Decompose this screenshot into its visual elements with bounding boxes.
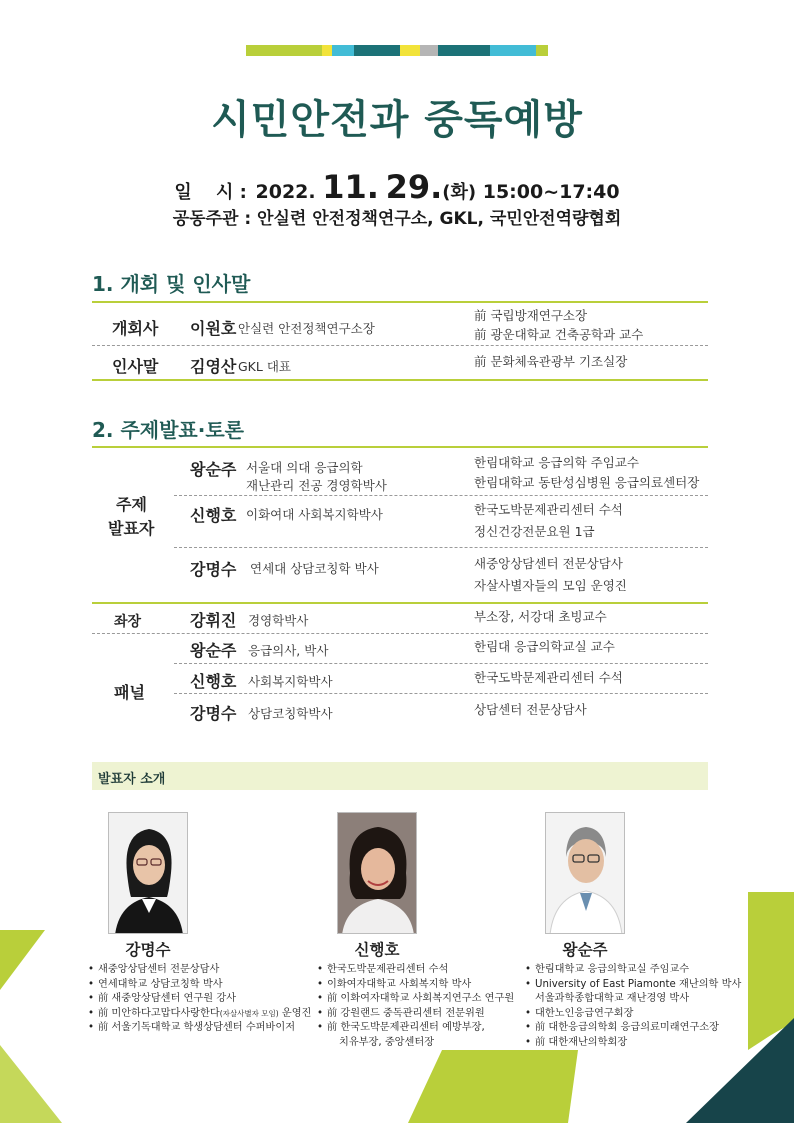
presenter-affiliation: 연세대 상담코칭학 박사 [250,561,379,576]
bio-text: 서울과학종합대학교 재난경영 박사 [535,993,690,1004]
row-divider [174,547,708,548]
bio-item: • 대한노인응급연구회장 [525,1007,741,1022]
presenter-affiliation: 재난관리 전공 경영학박사 [246,478,387,493]
panel-affiliation: 상담코칭학박사 [248,706,333,721]
date-day: 29. [385,168,443,206]
section-divider [92,379,708,381]
panel-name: 강명수 [190,704,237,723]
bio-item: • University of East Piamonte 재난의학 박사 [525,978,741,993]
bio-text: 운영진 [278,1007,312,1019]
row-divider [92,345,708,346]
event-date [0,168,794,206]
presenter-note: 한림대학교 응급의학 주임교수 [474,455,639,470]
panel-affiliation: 사회복지학박사 [248,674,333,689]
bio-item: • 前 이화여자대학교 사회복지연구소 연구원 [317,992,514,1007]
chair-note: 부소장, 서강대 초빙교수 [474,609,607,624]
presenter-note: 한국도박문제관리센터 수석 [474,502,623,517]
presenter-note: 정신건강전문요원 1급 [474,524,595,539]
date-month: 11. [322,168,379,206]
panel-note: 한국도박문제관리센터 수석 [474,670,623,685]
presenter-note: 자살사별자들의 모임 운영진 [474,578,627,593]
intro-heading-bar [92,762,708,790]
left-light-triangle [0,1005,70,1123]
speaker-affiliation: GKL 대표 [238,359,291,374]
intro-heading: 발표자 소개 [98,772,166,787]
presenter-affiliation: 이화여대 사회복지학박사 [246,507,383,522]
bio-text-small: (자살사별자 모임) [219,1008,279,1018]
strip-segment [420,45,438,56]
chair-affiliation: 경영학박사 [248,613,309,628]
section-divider [92,446,708,448]
presenter-name: 신행호 [190,506,237,525]
row-role: 개회사 [112,319,159,338]
panel-note: 한림대 응급의학교실 교수 [474,639,615,654]
bio-item [88,1007,311,1022]
bio-list-shin [317,963,514,1050]
strip-segment [438,45,490,56]
bio-list-kang [88,963,311,1036]
date-year: 2022. [255,181,316,203]
panel-affiliation: 응급의사, 박사 [248,643,329,658]
bio-item: • 前 강원랜드 중독관리센터 전문위원 [317,1007,514,1022]
speaker-name: 김영산 [190,357,237,376]
presenter-name: 왕순주 [190,460,237,479]
page-title: 시민안전과 중독예방 [211,97,583,143]
strip-segment [354,45,400,56]
bio-list-wang [525,963,741,1050]
bio-text: 치유부장, 중앙센터장 [339,1036,435,1048]
date-time: 15:00~17:40 [482,181,620,203]
row-divider [92,633,708,634]
presenter-role-label: 주제 [116,495,147,514]
presenter-note: 한림대학교 동탄성심병원 응급의료센터장 [474,475,700,490]
section-divider [92,301,708,303]
bio-item-continued [525,992,741,1007]
bio-item: • 이화여자대학교 사회복지학 박사 [317,978,514,993]
strip-segment [246,45,322,56]
bio-item-continued [317,1036,514,1051]
bio-item: • 연세대학교 상담코칭학 박사 [88,978,311,993]
section-divider [92,602,708,604]
chair-name: 강휘진 [190,611,237,630]
speaker-name: 이원호 [190,319,237,338]
bio-item: • 새중앙상담센터 전문상담사 [88,963,311,978]
top-color-strip [246,45,548,56]
date-label: 일 시 : [174,182,247,203]
cohost-line: 공동주관 : 안실련 안전정책연구소, GKL, 국민안전역량협회 [172,209,622,229]
photo-kang-myungsu [108,812,188,934]
intro-name: 왕순주 [562,941,608,959]
intro-name: 신행호 [354,941,400,959]
bio-item: • 한국도박문제관리센터 수석 [317,963,514,978]
bio-item: • 前 대한응급의학회 응급의료미래연구소장 [525,1021,741,1036]
presenter-note: 새중앙상담센터 전문상담사 [474,556,623,571]
bio-text: 前 미안하다고맙다사랑한다 [98,1007,220,1019]
speaker-note: 前 광운대학교 건축공학과 교수 [474,327,644,342]
bio-item: • 前 대한재난의학회장 [525,1036,741,1051]
strip-segment [332,45,354,56]
row-role: 인사말 [112,357,159,376]
panel-note: 상담센터 전문상담사 [474,702,587,717]
strip-segment [490,45,536,56]
date-weekday: (화) [442,182,477,203]
panel-role-label: 패널 [114,683,145,702]
chair-role-label: 좌장 [114,614,142,630]
panel-name: 신행호 [190,672,237,691]
section-heading-opening: 1. 개회 및 인사말 [92,272,251,296]
speaker-note: 前 문화체육관광부 기조실장 [474,354,628,369]
speaker-note: 前 국립방재연구소장 [474,308,588,323]
panel-name: 왕순주 [190,641,237,660]
photo-wang-sunju [545,812,625,934]
intro-name: 강명수 [125,941,171,959]
bio-item: • 前 서울기독대학교 학생상담센터 수퍼바이저 [88,1021,311,1036]
strip-segment [536,45,548,56]
bio-item: • 前 새중앙상담센터 연구원 강사 [88,992,311,1007]
speaker-affiliation: 안실련 안전정책연구소장 [238,321,375,336]
section-heading-discussion: 2. 주제발표·토론 [92,418,244,442]
row-divider [174,693,708,694]
strip-segment [400,45,420,56]
bio-item: • 한림대학교 응급의학교실 주임교수 [525,963,741,978]
photo-shin-haengho [337,812,417,934]
presenter-affiliation: 서울대 의대 응급의학 [246,460,363,475]
row-divider [174,663,708,664]
strip-segment [322,45,332,56]
bio-item: • 前 한국도박문제관리센터 예방부장, [317,1021,514,1036]
presenter-role-label: 발표자 [108,519,155,538]
row-divider [174,495,708,496]
presenter-name: 강명수 [190,560,237,579]
bottom-green-trapezoid [400,1040,600,1123]
